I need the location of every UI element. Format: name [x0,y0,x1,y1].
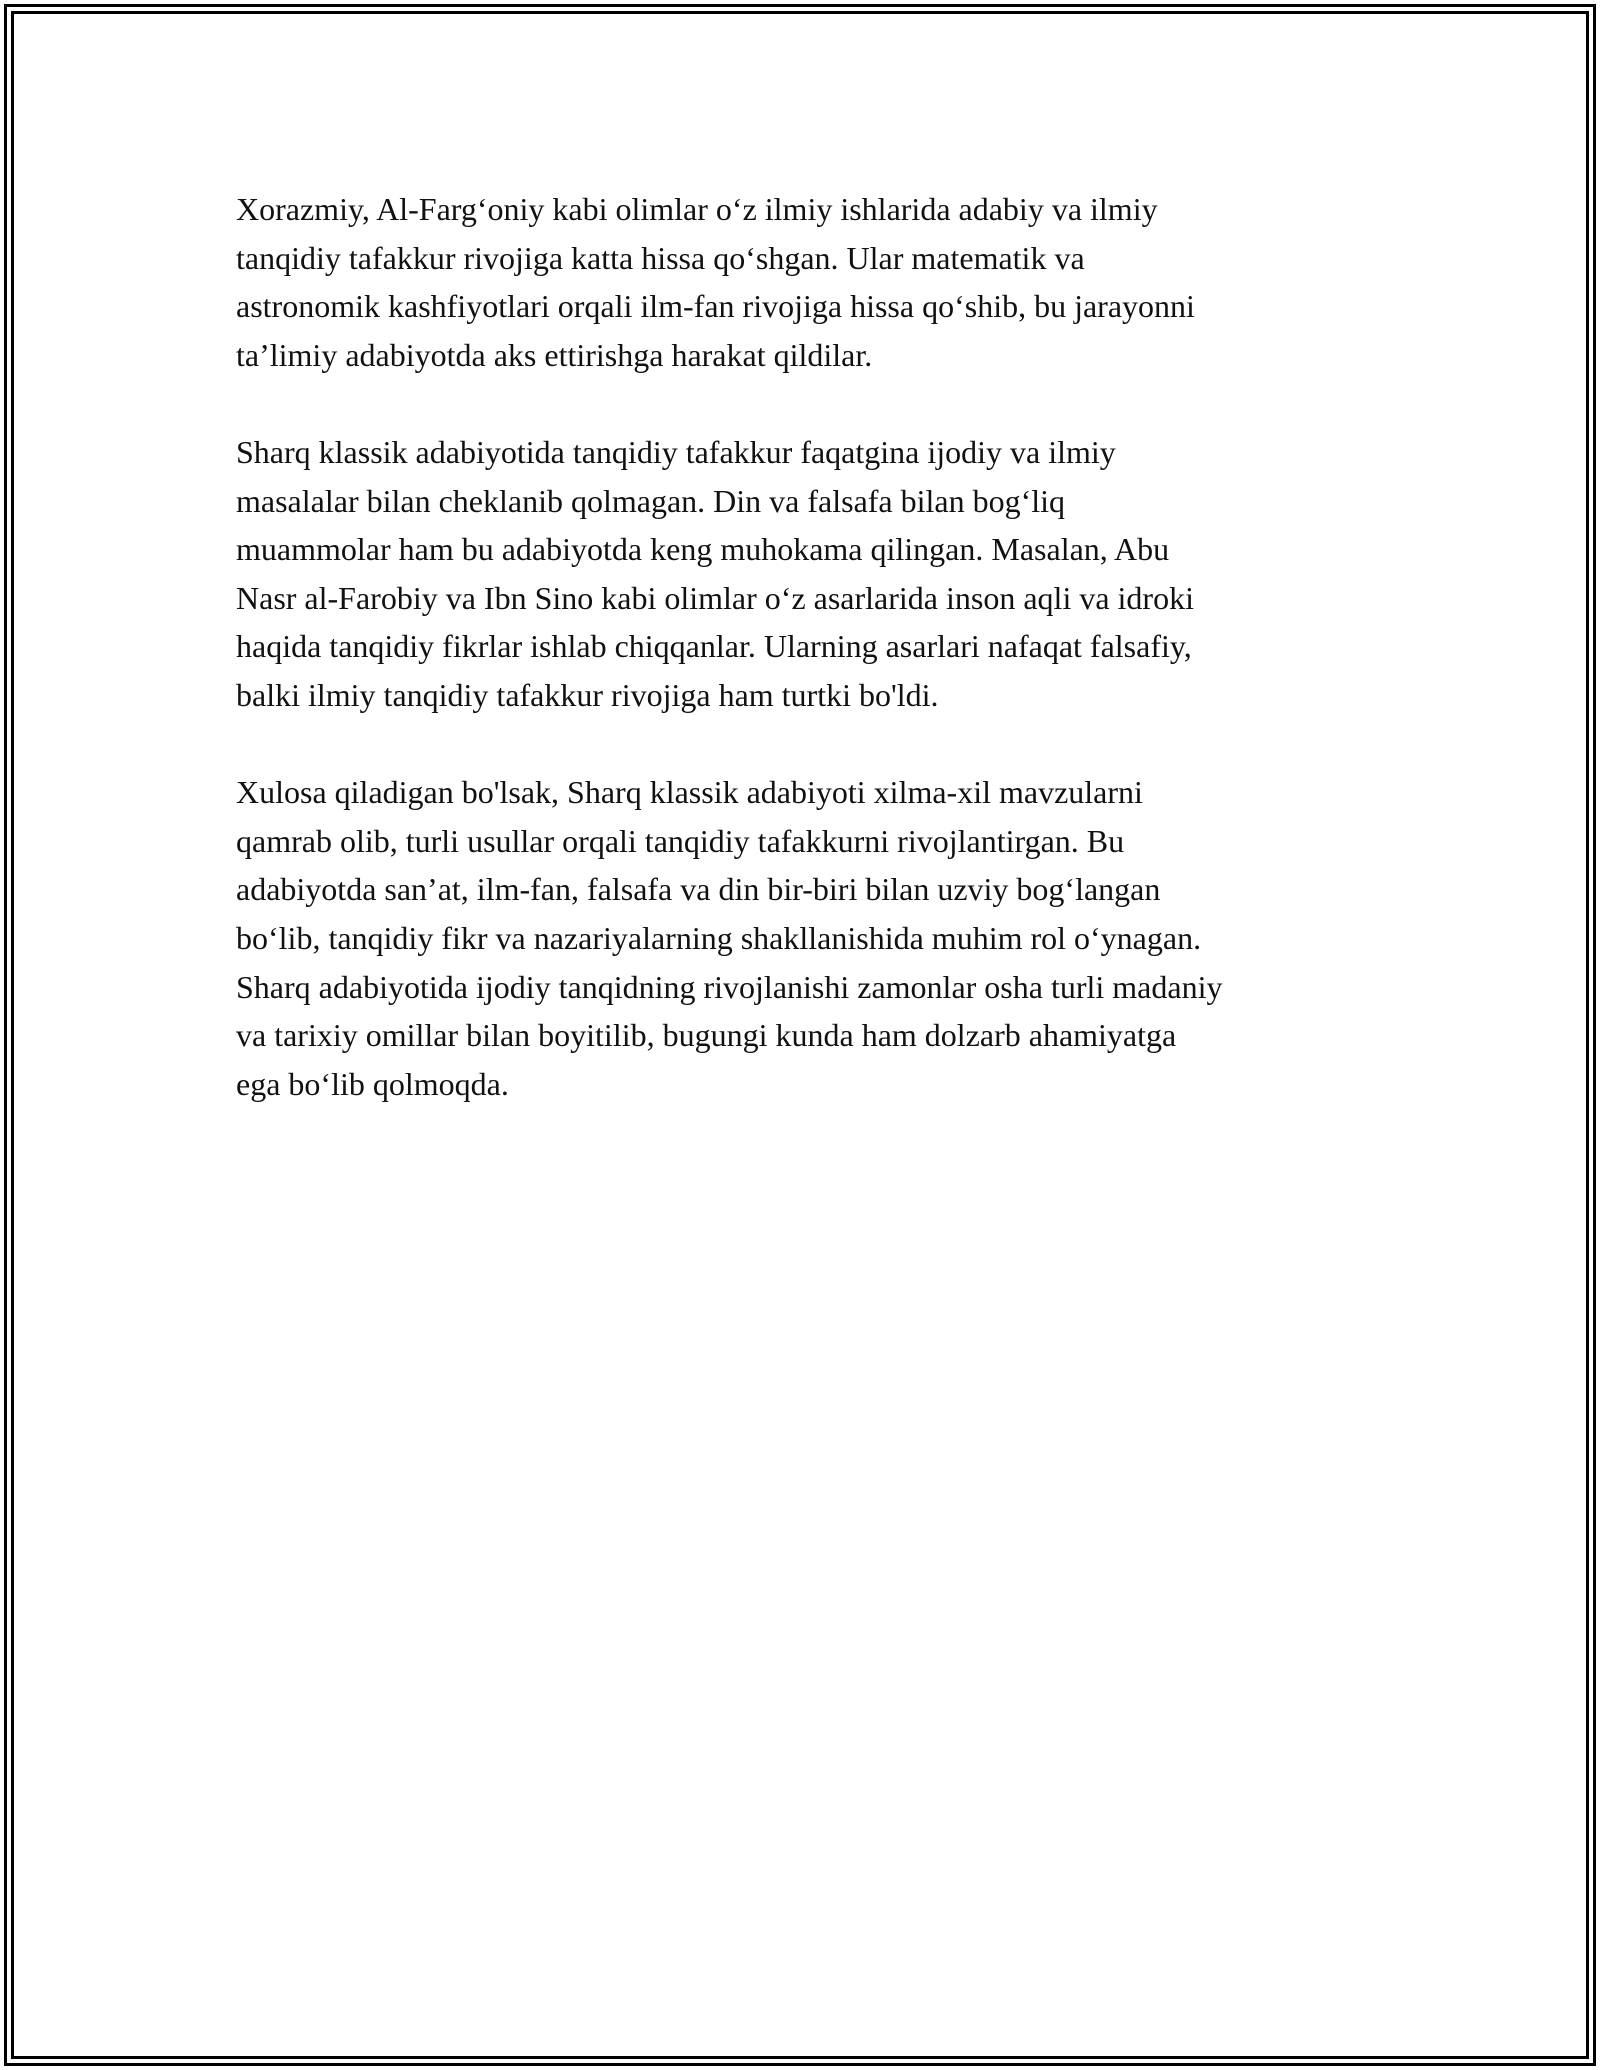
paragraph-3: Xulosa qiladigan bo'lsak, Sharq klassik adabiyoti xilma-xil mavzularni qamrab olib, turli usullar orqali tanqidiy tafakkurni rivojlantirgan. Bu adabiyotda san’at, ilm-fan, falsafa va din bir-biri bilan uzviy bog‘langan bo‘lib, tanqidiy fikr va nazariyalarning shakllanishida muhim rol o‘ynagan. Sharq adabiyotida ijodiy tanqidning rivojlanishi zamonlar osha turli madaniy va tarixiy omillar bilan boyitilib, bugungi kunda ham dolzarb ahamiyatga ega bo‘lib qolmoqda. [236,774,1223,1102]
paragraph-1: Xorazmiy, Al-Farg‘oniy kabi olimlar o‘z ilmiy ishlarida adabiy va ilmiy tanqidiy tafakkur rivojiga katta hissa qo‘shgan. Ular matematik va astronomik kashfiyotlari orqali ilm-fan rivojiga hissa qo‘shib, bu jarayonni ta’limiy adabiyotda aks ettirishga harakat qildilar. [236,191,1195,373]
paragraph-2: Sharq klassik adabiyotida tanqidiy tafakkur faqatgina ijodiy va ilmiy masalalar bilan cheklanib qolmagan. Din va falsafa bilan bog‘liq muammolar ham bu adabiyotda keng muhokama qilingan. Masalan, Abu Nasr al-Farobiy va Ibn Sino kabi olimlar o‘z asarlarida inson aqli va idroki haqida tanqidiy fikrlar ishlab chiqqanlar. Ularning asarlari nafaqat falsafiy, balki ilmiy tanqidiy tafakkur rivojiga ham turtki bo'ldi. [236,433,1194,713]
document-body [236,185,1366,1157]
